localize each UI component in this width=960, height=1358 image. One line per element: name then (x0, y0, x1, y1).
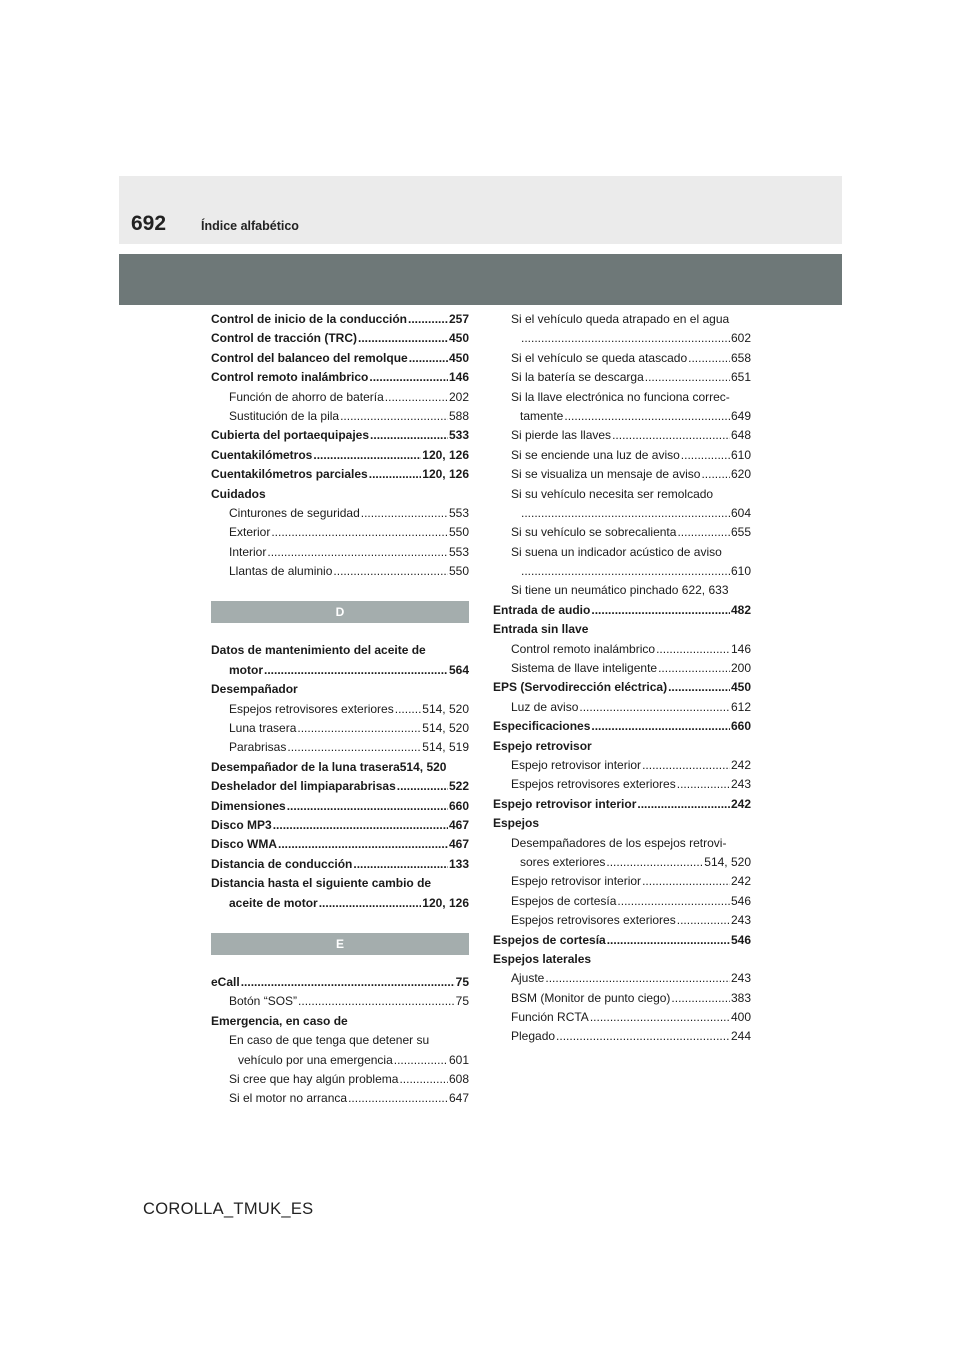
index-group-e-2 (493, 872, 751, 1047)
index-subentry: Si su vehículo necesita ser remolcado (511, 486, 714, 501)
index-subentry: En caso de que tenga que detener su (229, 1033, 430, 1048)
index-subentry: tamente ..... 649 (493, 407, 751, 426)
page-number: 692 (131, 212, 167, 235)
index-subentry: Si pierde las llaves ..... 648 (493, 426, 751, 445)
index-subentry: Plegado ..... 244 (493, 1027, 751, 1046)
index-subentry: Función de ahorro de batería ..... 202 (211, 388, 469, 407)
index-entry: Espejos laterales (493, 951, 592, 966)
index-subentry: Si se visualiza un mensaje de aviso ..... 620 (493, 465, 751, 484)
index-entry: Control de inicio de la conducción ..... 257 (211, 310, 469, 329)
index-subentry: Si tiene un neumático pinchado 622, 633 (511, 583, 729, 598)
index-entry: Espejo retrovisor (493, 738, 592, 753)
index-subentry: Parabrisas ..... 514, 519 (211, 738, 469, 757)
index-entry: aceite de motor ..... 120, 126 (211, 894, 469, 913)
index-subentry: Espejo retrovisor interior ..... 242 (493, 872, 751, 891)
index-entry: Entrada sin llave (493, 622, 589, 637)
index-subentry: Ajuste ..... 243 (493, 969, 751, 988)
index-subentry: Llantas de aluminio ..... 550 (211, 562, 469, 581)
index-group-c (211, 310, 469, 581)
index-subentry: ..... 610 (493, 562, 751, 581)
header-dark-band (119, 254, 842, 305)
index-subentry: Si su vehículo se sobrecalienta ..... 655 (493, 523, 751, 542)
index-subentry: Botón “SOS” ..... 75 (211, 992, 469, 1011)
index-subentry: Control remoto inalámbrico ..... 146 (493, 640, 751, 659)
index-entry: Desempañador (211, 682, 298, 697)
letter-bar-d: D (211, 601, 469, 623)
index-entry: Datos de mantenimiento del aceite de (211, 643, 426, 658)
index-entry: Entrada de audio ..... 482 (493, 601, 751, 620)
index-subentry: Si cree que hay algún problema ..... 608 (211, 1070, 469, 1089)
index-subentry: Si la batería se descarga ..... 651 (493, 368, 751, 387)
index-subentry: Sistema de llave inteligente ..... 200 (493, 659, 751, 678)
index-entry: Deshelador del limpiaparabrisas ..... 522 (211, 777, 469, 796)
index-subentry: Si el vehículo queda atrapado en el agua (511, 312, 730, 326)
letter-bar-e: E (211, 933, 469, 955)
index-group-d (211, 777, 469, 874)
index-entry: EPS (Servodirección eléctrica) ..... 450 (493, 678, 751, 697)
index-column-left (211, 310, 469, 1109)
index-subentry: Luna trasera ..... 514, 520 (211, 719, 469, 738)
index-subentry: Espejo retrovisor interior ..... 242 (493, 756, 751, 775)
index-entry: Cubierta del portaequipajes ..... 533 (211, 426, 469, 445)
index-entry: Cuidados (211, 486, 266, 501)
index-entry: Emergencia, en caso de (211, 1013, 348, 1028)
footer-model-code: COROLLA_TMUK_ES (143, 1200, 314, 1218)
index-subentry: Si suena un indicador acústico de aviso (511, 544, 722, 559)
index-entry: Dimensiones ..... 660 (211, 797, 469, 816)
index-entry: Espejos de cortesía ..... 546 (493, 931, 751, 950)
index-group-e (493, 601, 751, 834)
index-entry: Distancia de conducción ..... 133 (211, 855, 469, 874)
index-entry: Disco WMA ..... 467 (211, 835, 469, 854)
index-subentry: Función RCTA ..... 400 (493, 1008, 751, 1027)
index-entry: Espejo retrovisor interior ..... 242 (493, 795, 751, 814)
index-subentry: Si la llave electrónica no funciona correc- (511, 389, 730, 404)
index-subentry: Interior ..... 553 (211, 543, 469, 562)
index-column-right (493, 310, 751, 1047)
index-subentry: Desempañadores de los espejos retrovi- (511, 835, 727, 850)
index-entry: Disco MP3 ..... 467 (211, 816, 469, 835)
index-subentry: Espejos retrovisores exteriores ..... 243 (493, 911, 751, 930)
index-entry: Desempañador de la luna trasera 514, 520 (211, 759, 447, 774)
index-entry: motor ..... 564 (211, 661, 469, 680)
index-subentry: BSM (Monitor de punto ciego) ..... 383 (493, 989, 751, 1008)
index-subentry: Sustitución de la pila ..... 588 (211, 407, 469, 426)
index-entry: Control remoto inalámbrico ..... 146 (211, 368, 469, 387)
index-entry: Cuentakilómetros ..... 120, 126 (211, 446, 469, 465)
index-subentry: ..... 602 (493, 329, 751, 348)
index-subentry: ..... 604 (493, 504, 751, 523)
index-entry: Control de tracción (TRC) ..... 450 (211, 329, 469, 348)
index-subentry: Cinturones de seguridad ..... 553 (211, 504, 469, 523)
index-subentry: Espejos de cortesía ..... 546 (493, 892, 751, 911)
index-entry: Distancia hasta el siguiente cambio de (211, 876, 432, 891)
index-subentry: Si el vehículo se queda atascado ..... 658 (493, 349, 751, 368)
index-entry: eCall ..... 75 (211, 973, 469, 992)
index-subentry: vehículo por una emergencia ..... 601 (211, 1051, 469, 1070)
index-subentry: Espejos retrovisores exteriores ..... 514, 520 (211, 700, 469, 719)
index-subentry: Si se enciende una luz de aviso ..... 610 (493, 446, 751, 465)
index-subentry: Espejos retrovisores exteriores ..... 243 (493, 775, 751, 794)
index-entry: Cuentakilómetros parciales ..... 120, 126 (211, 465, 469, 484)
header-band (119, 176, 842, 244)
index-subentry: Exterior ..... 550 (211, 523, 469, 542)
index-subentry: Si el motor no arranca ..... 647 (211, 1089, 469, 1108)
index-entry: Espejos (493, 816, 540, 831)
index-subentry: sores exteriores ..... 514, 520 (493, 853, 751, 872)
section-title: Índice alfabético (201, 219, 299, 233)
index-subentry: Luz de aviso ..... 612 (493, 698, 751, 717)
index-entry: Control del balanceo del remolque ..... 450 (211, 349, 469, 368)
index-entry: Especificaciones ..... 660 (493, 717, 751, 736)
